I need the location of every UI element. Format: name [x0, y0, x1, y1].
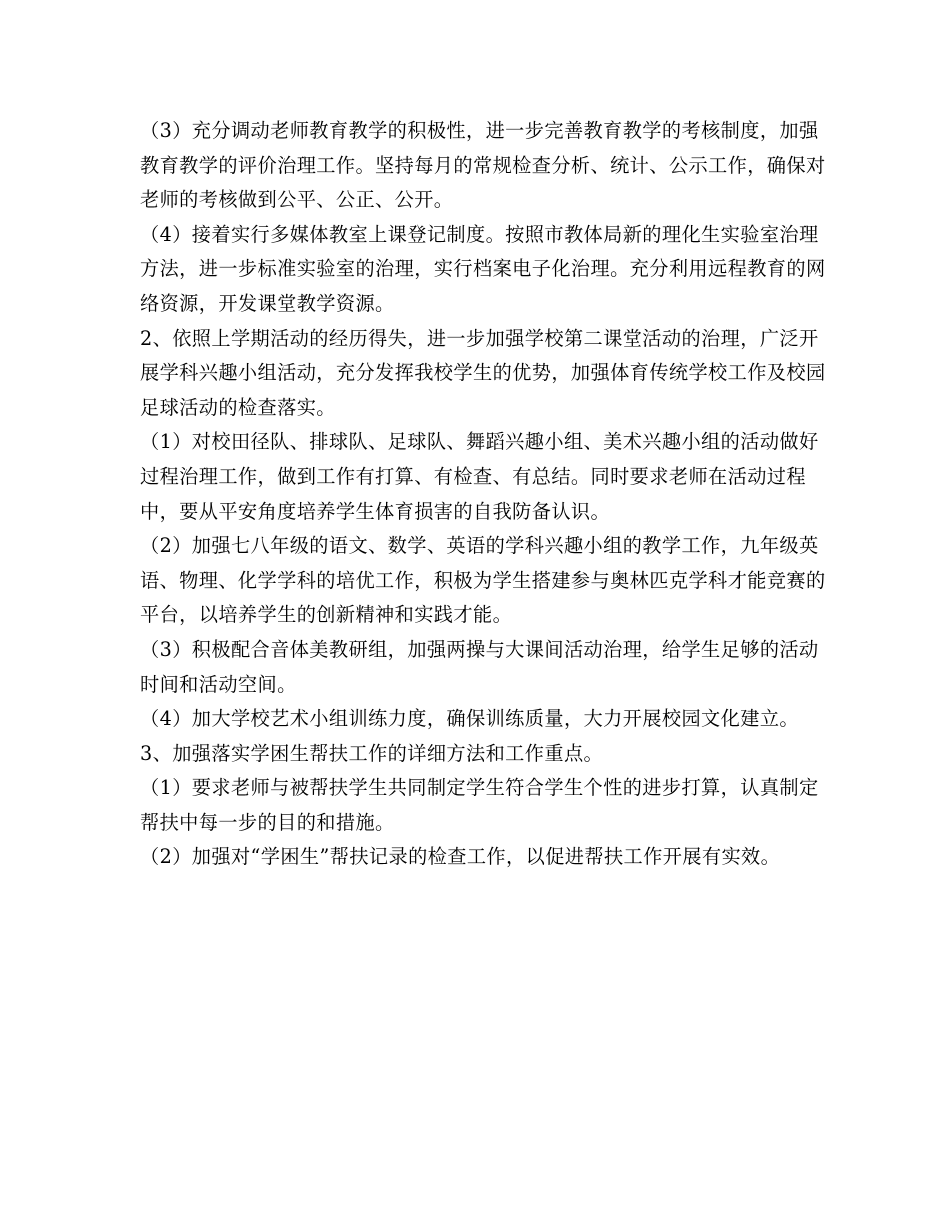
document-body: [140, 114, 830, 875]
paragraph-progress-plan: （1）要求老师与被帮扶学生共同制定学生符合学生个性的进步打算，认真制定帮扶中每一步的目的和措施。: [140, 776, 819, 834]
paragraph-struggling-students: 3、加强落实学困生帮扶工作的详细方法和工作重点。: [140, 741, 604, 765]
paragraph-art-training: （4）加大学校艺术小组训练力度，确保训练质量，大力开展校园文化建立。: [140, 707, 799, 731]
paragraph-sports-teams: （1）对校田径队、排球队、足球队、舞蹈兴趣小组、美术兴趣小组的活动做好过程治理工作，做到工作有打算、有检查、有总结。同时要求老师在活动过程中，要从平安角度培养学生体育损害的自我防备认识。: [140, 430, 819, 523]
paragraph-teacher-assessment: （3）充分调动老师教育教学的积极性，进一步完善教育教学的考核制度，加强教育教学的评价治理工作。坚持每月的常规检查分析、统计、公示工作，确保对老师的考核做到公平、公正、公开。: [140, 119, 826, 212]
paragraph-second-classroom: 2、依照上学期活动的经历得失，进一步加强学校第二课堂活动的治理，广泛开展学科兴趣小组活动，充分发挥我校学生的优势，加强体育传统学校工作及校园足球活动的检查落实。: [140, 326, 826, 419]
paragraph-support-records: （2）加强对“学困生”帮扶记录的检查工作，以促进帮扶工作开展有实效。: [140, 845, 781, 869]
paragraph-exercise-activities: （3）积极配合音体美教研组，加强两操与大课间活动治理，给学生足够的活动时间和活动空间。: [140, 637, 819, 696]
paragraph-multimedia-classroom: （4）接着实行多媒体教室上课登记制度。按照市教体局新的理化生实验室治理方法，进一步标准实验室的治理，实行档案电子化治理。充分利用远程教育的网络资源，开发课堂教学资源。: [140, 222, 826, 315]
paragraph-interest-groups: （2）加强七八年级的语文、数学、英语的学科兴趣小组的教学工作，九年级英语、物理、化学学科的培优工作，积极为学生搭建参与奥林匹克学科才能竞赛的平台，以培养学生的创新精神和实践才能。: [140, 534, 826, 627]
